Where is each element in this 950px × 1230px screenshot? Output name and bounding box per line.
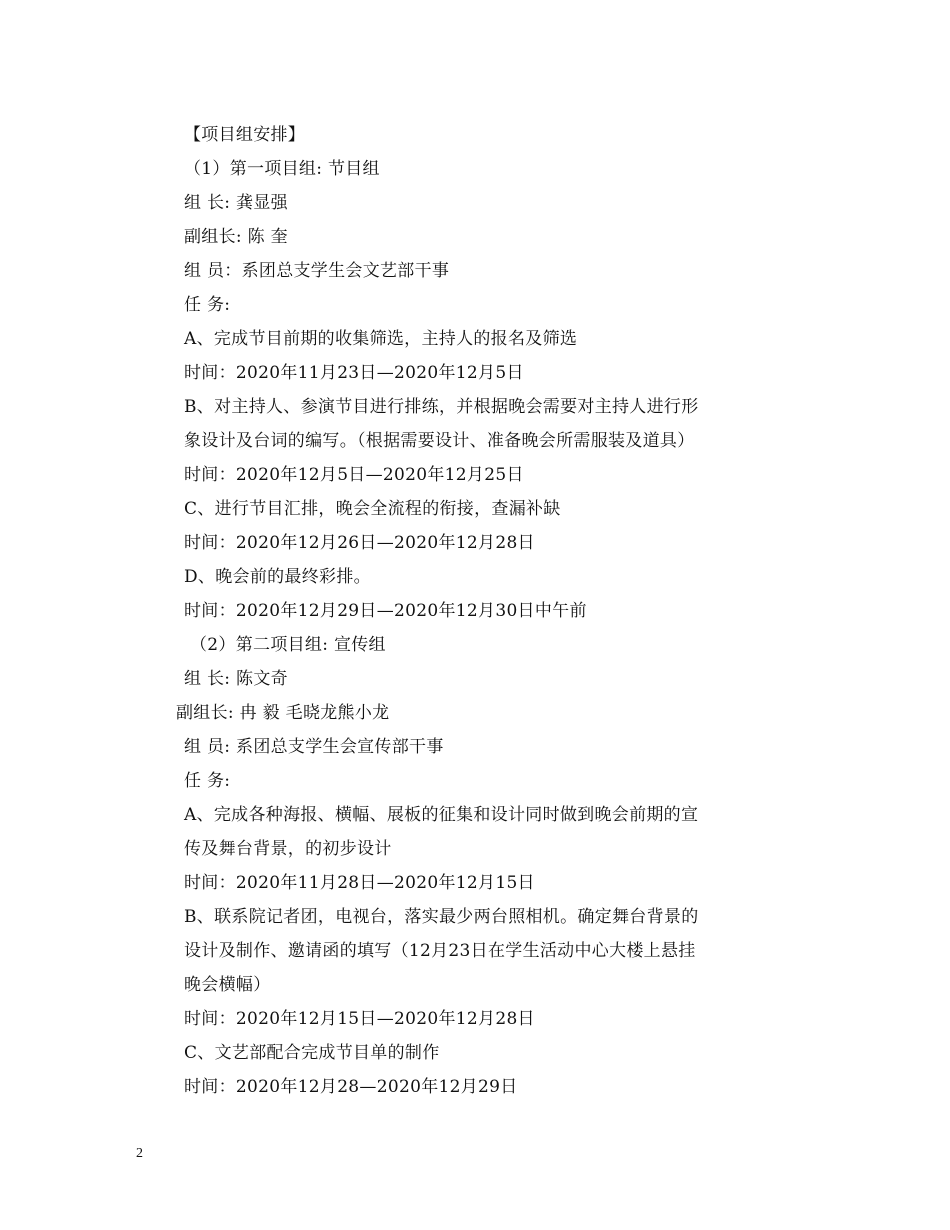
text-line: C、文艺部配合完成节目单的制作 [184,1043,440,1063]
text-line: （1）第一项目组: 节目组 [184,159,380,179]
text-line: B、联系院记者团，电视台，落实最少两台照相机。确定舞台背景的 [184,907,699,927]
text-line: 任 务: [184,771,231,791]
text-line: 副组长: 冉 毅 毛晓龙熊小龙 [176,703,390,723]
text-line: 【项目组安排】 [184,125,306,145]
text-line: B、对主持人、参演节目进行排练，并根据晚会需要对主持人进行形 [184,397,699,417]
text-line: 象设计及台词的编写。（根据需要设计、准备晚会所需服装及道具） [184,431,695,451]
text-line: 晚会横幅） [184,975,271,995]
text-line: C、进行节目汇排，晚会全流程的衔接，查漏补缺 [184,499,561,519]
text-line: 时间：2020年12月26日—2020年12月28日 [184,533,535,553]
text-line: A、完成各种海报、横幅、展板的征集和设计同时做到晚会前期的宣 [184,805,699,825]
text-line: 组 员: 系团总支学生会宣传部干事 [184,737,444,757]
text-line: 组 员：系团总支学生会文艺部干事 [184,261,450,281]
text-line: （2）第二项目组: 宣传组 [190,635,386,655]
text-line: 设计及制作、邀请函的填写（12月23日在学生活动中心大楼上悬挂 [184,941,696,961]
document-body [176,118,776,1104]
text-line: 时间：2020年12月29日—2020年12月30日中午前 [184,601,587,621]
text-line: 组 长: 龚显强 [184,193,288,213]
text-line: 时间：2020年12月28—2020年12月29日 [184,1077,518,1097]
page-number: 2 [136,1146,143,1161]
text-line: 组 长: 陈文奇 [184,669,288,689]
text-line: 时间：2020年12月5日—2020年12月25日 [184,465,524,485]
text-line: 任 务: [184,295,231,315]
text-line: 时间：2020年11月28日—2020年12月15日 [184,873,535,893]
text-line: 时间：2020年11月23日—2020年12月5日 [184,363,524,383]
text-line: 时间：2020年12月15日—2020年12月28日 [184,1009,535,1029]
text-line: D、晚会前的最终彩排。 [184,567,371,587]
text-line: 副组长: 陈 奎 [184,227,288,247]
text-line: A、完成节目前期的收集筛选，主持人的报名及筛选 [184,329,578,349]
text-line: 传及舞台背景，的初步设计 [184,839,392,859]
